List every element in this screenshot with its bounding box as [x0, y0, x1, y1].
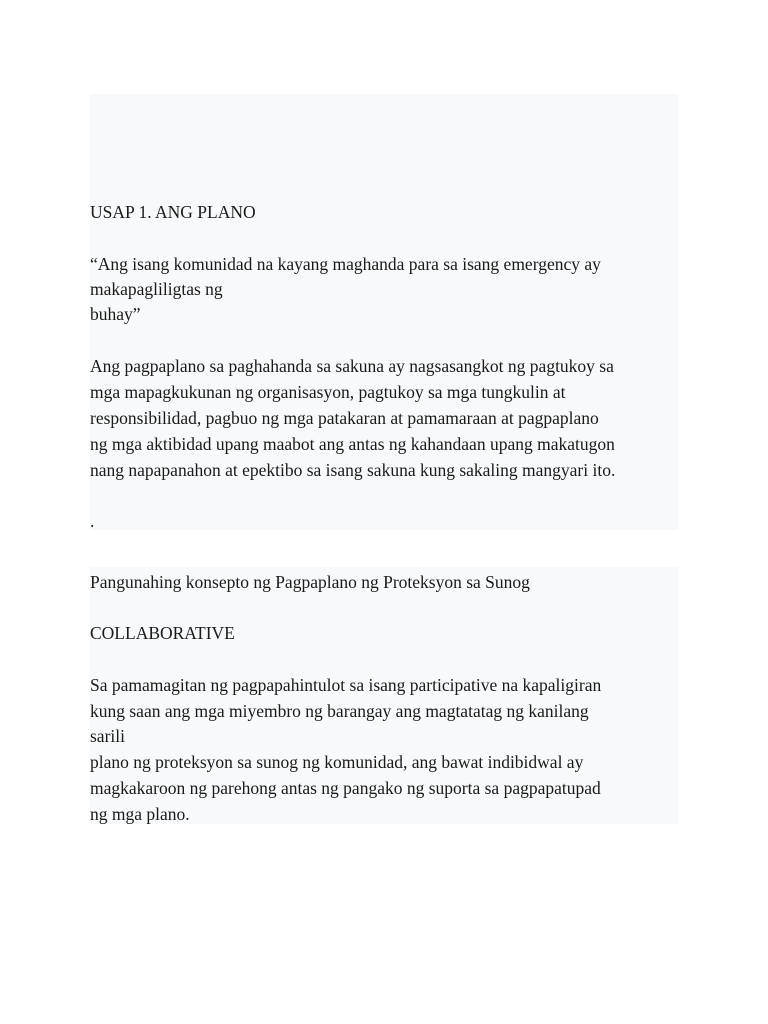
paragraph-line: Sa pamamagitan ng pagpapahintulot sa isang participative na kapaligiran	[90, 675, 602, 695]
section-heading: USAP 1. ANG PLANO	[90, 202, 256, 222]
paragraph-line: Ang pagpaplano sa paghahanda sa sakuna ay nagsasangkot ng pagtukoy sa	[90, 356, 614, 376]
trailing-period: .	[90, 511, 95, 531]
paragraph-line: kung saan ang mga miyembro ng barangay ang magtatatag ng kanilang	[90, 701, 589, 721]
section-subheading: COLLABORATIVE	[90, 623, 235, 643]
paragraph-line: nang napapanahon at epektibo sa isang sakuna kung sakaling mangyari ito.	[90, 460, 616, 480]
paragraph-line: plano ng proteksyon sa sunog ng komunidad, ang bawat indibidwal ay	[90, 752, 584, 772]
section-heading: Pangunahing konsepto ng Pagpaplano ng Proteksyon sa Sunog	[90, 572, 530, 592]
section-fire-protection	[90, 567, 678, 824]
paragraph-line: magkakaroon ng parehong antas ng pangako ng suporta sa pagpapatupad	[90, 778, 601, 798]
section-usap-1	[90, 94, 678, 530]
paragraph-line: sarili	[90, 726, 125, 746]
paragraph-line: mga mapagkukunan ng organisasyon, pagtukoy sa mga tungkulin at	[90, 382, 566, 402]
quote-line: makapagliligtas ng	[90, 279, 223, 299]
quote-line: buhay”	[90, 304, 141, 324]
quote-line: “Ang isang komunidad na kayang maghanda para sa isang emergency ay	[90, 254, 601, 274]
paragraph-line: ng mga aktibidad upang maabot ang antas ng kahandaan upang makatugon	[90, 434, 615, 454]
paragraph-line: responsibilidad, pagbuo ng mga patakaran at pamamaraan at pagpaplano	[90, 408, 599, 428]
paragraph-line: ng mga plano.	[90, 804, 190, 824]
